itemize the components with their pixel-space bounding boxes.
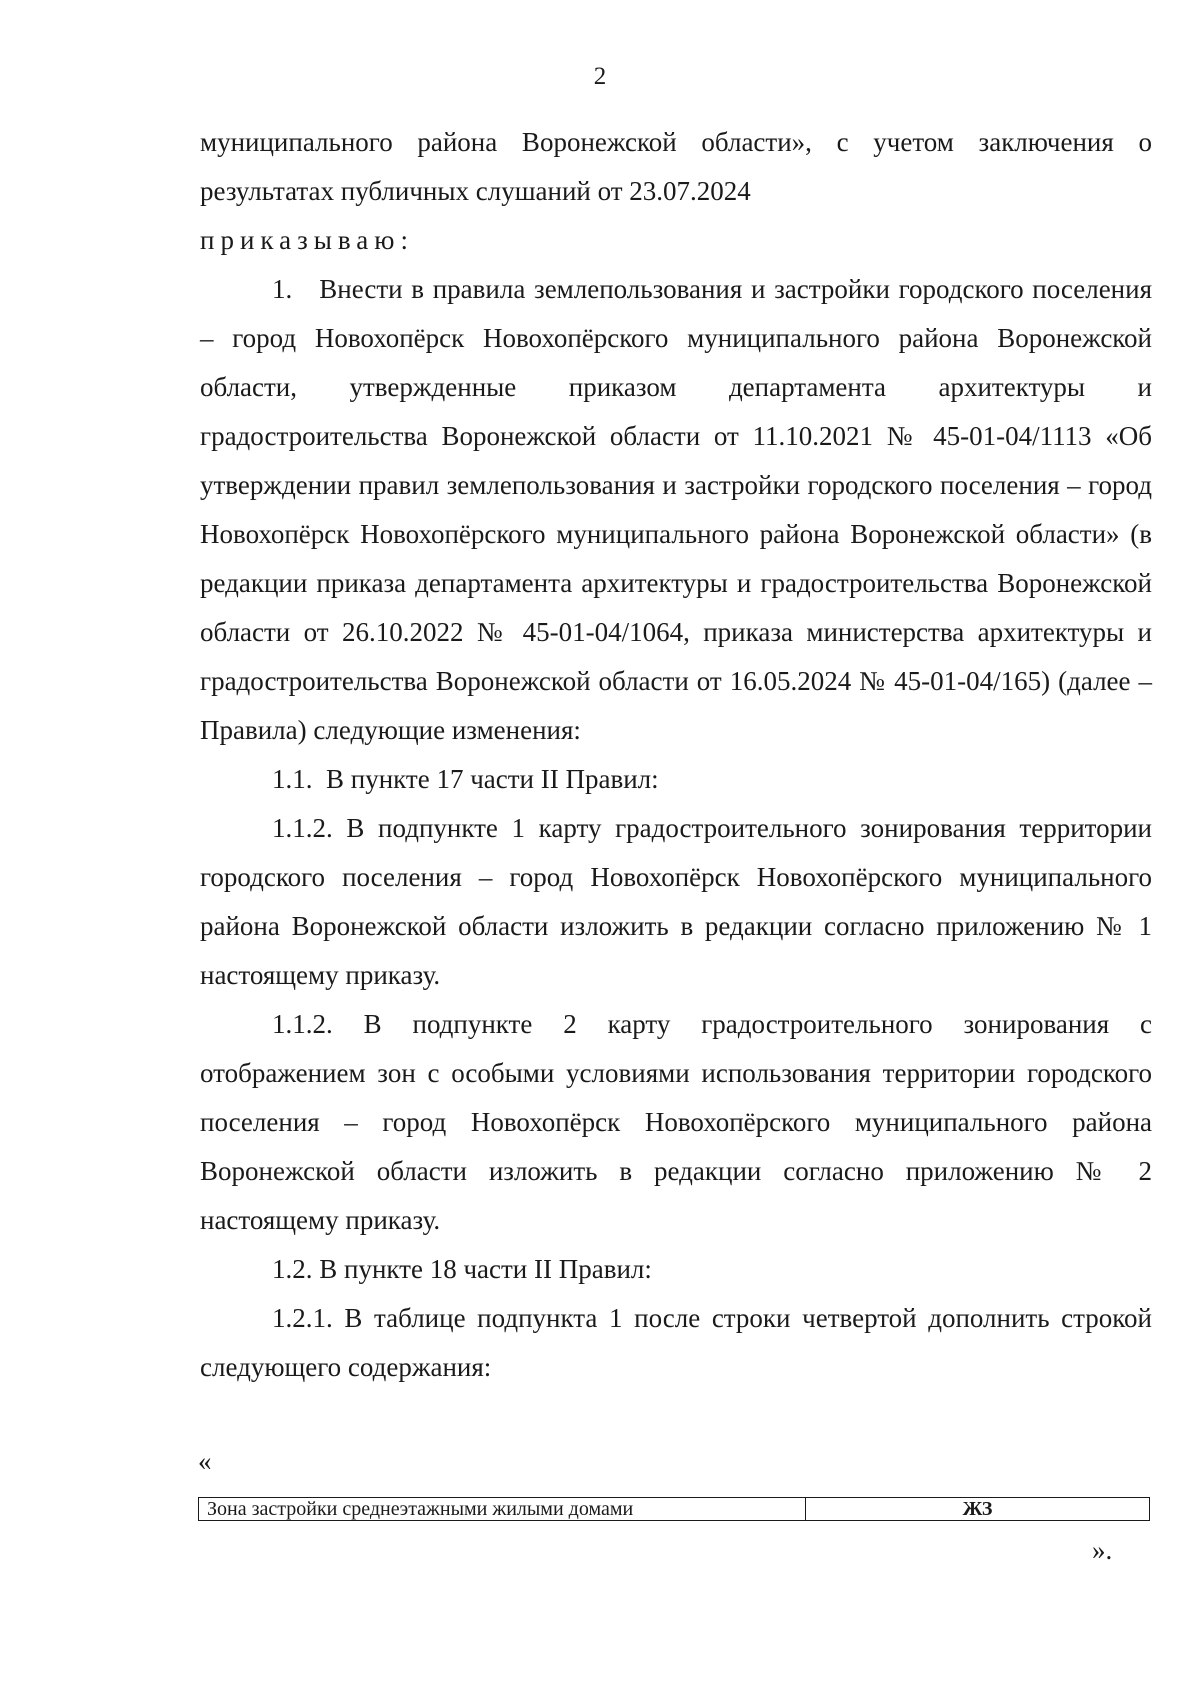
zone-name-cell: Зона застройки среднеэтажными жилыми домами — [199, 1498, 806, 1521]
paragraph-item-1-1: 1.1. В пункте 17 части II Правил: — [272, 764, 659, 794]
table-row — [199, 1498, 1150, 1521]
opening-quote: « — [198, 1446, 212, 1476]
document-body — [200, 118, 1152, 1392]
paragraph-item-1-2-1: 1.2.1. В таблице подпункта 1 после строки четвертой дополнить строкой следующего содержания: — [200, 1303, 1152, 1382]
paragraph-item-1-2: 1.2. В пункте 18 части II Правил: — [272, 1254, 652, 1284]
paragraph-item-1: 1. Внести в правила землепользования и застройки городского поселения – город Новохопёрск Новохопёрского муниципального района Воронежской области, утвержденные приказом департамента архитектуры и градостроительства Воронежской области от 11.10.2021 № 45-01-04/1113 «Об утверждении правил землепользования и застройки городского поселения – город Новохопёрск Новохопёрского муниципального района Воронежской области» (в редакции приказа департамента архитектуры и градостроительства Воронежской области от 26.10.2022 № 45-01-04/1064, приказа министерства архитектуры и градостроительства Воронежской области от 16.05.2024 № 45-01-04/165) (далее – Правила) следующие изменения: — [200, 274, 1152, 745]
paragraph-item-1-1-2-first: 1.1.2. В подпункте 1 карту градостроительного зонирования территории городского поселения – город Новохопёрск Новохопёрского муниципального района Воронежской области изложить в редакции согласно приложению № 1 настоящему приказу. — [200, 813, 1152, 990]
page-number: 2 — [593, 63, 607, 90]
paragraph-continuation: муниципального района Воронежской области», с учетом заключения о результатах публичных слушаний от 23.07.2024 — [200, 127, 1152, 206]
closing-quote: ». — [1092, 1535, 1113, 1565]
paragraph-order-word: приказываю: — [200, 225, 414, 255]
zone-code-cell: ЖЗ — [806, 1498, 1150, 1521]
paragraph-item-1-1-2-second: 1.1.2. В подпункте 2 карту градостроительного зонирования с отображением зон с особыми условиями использования территории городского поселения – город Новохопёрск Новохопёрского муниципального района Воронежской области изложить в редакции согласно приложению № 2 настоящему приказу. — [200, 1009, 1152, 1235]
zone-table — [198, 1497, 1150, 1521]
